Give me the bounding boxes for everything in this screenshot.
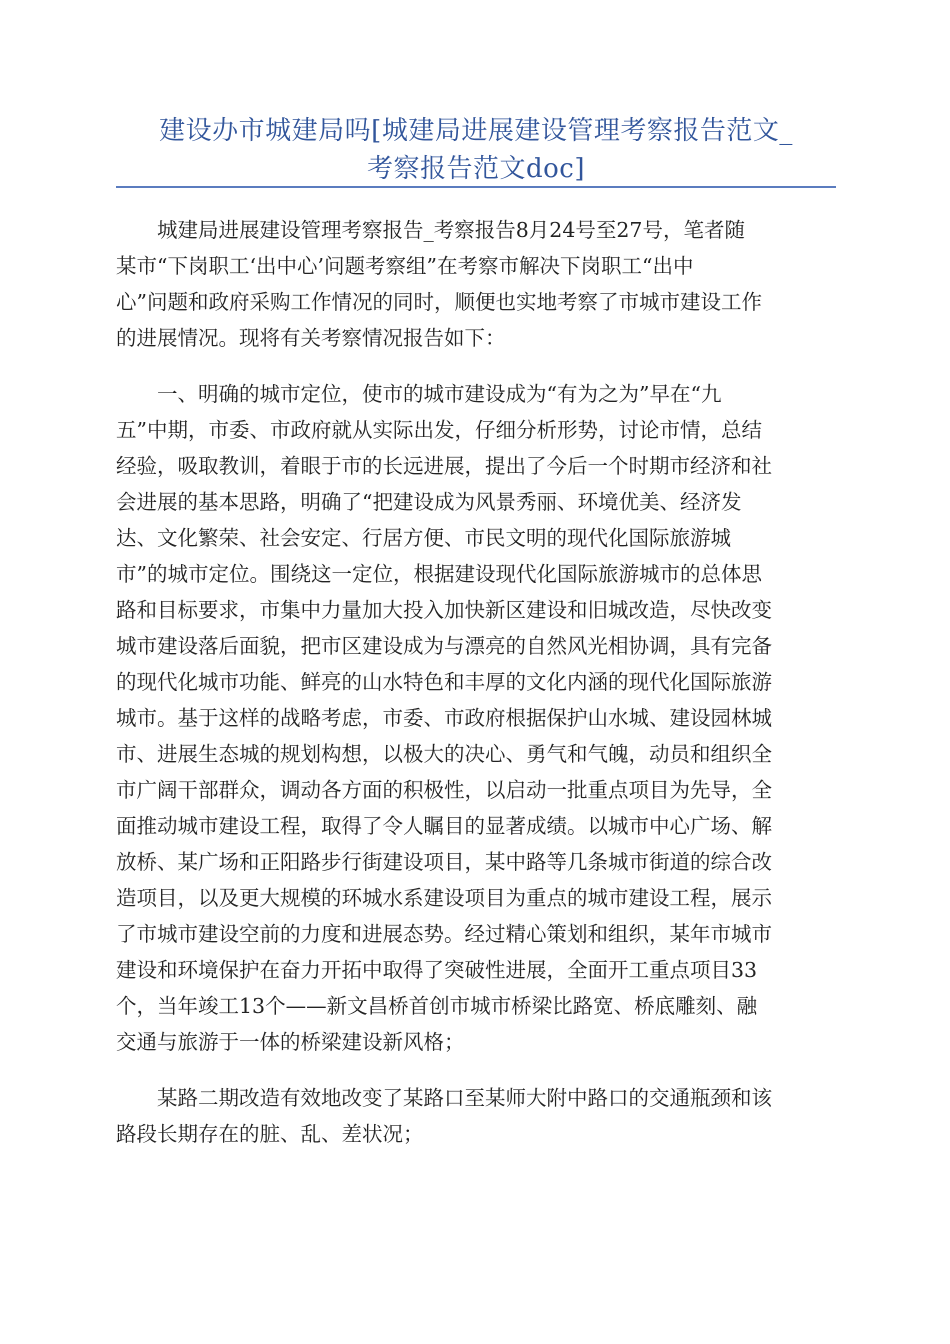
- paragraph-line: 某路二期改造有效地改变了某路口至某师大附中路口的交通瓶颈和该: [157, 1086, 772, 1110]
- document-body: [116, 212, 836, 1172]
- title-underline-divider: [116, 186, 836, 188]
- body-paragraph: [116, 1080, 836, 1152]
- paragraph-line: 城建局进展建设管理考察报告_考察报告8月24号至27号，笔者随: [157, 218, 745, 242]
- paragraph-line: 城市。基于这样的战略考虑，市委、市政府根据保护山水城、建设园林城: [116, 706, 772, 730]
- body-paragraph: [116, 376, 836, 1060]
- paragraph-line: 城市建设落后面貌，把市区建设成为与漂亮的自然风光相协调，具有完备: [116, 634, 772, 658]
- title-line: 建设办市城建局吗[城建局进展建设管理考察报告范文_: [159, 116, 793, 146]
- paragraph-line: 达、文化繁荣、社会安定、行居方便、市民文明的现代化国际旅游城: [116, 526, 731, 550]
- paragraph-line: 路和目标要求，市集中力量加大投入加快新区建设和旧城改造，尽快改变: [116, 598, 772, 622]
- document-title: [116, 112, 836, 188]
- title-line: 考察报告范文doc]: [366, 154, 585, 184]
- body-paragraph: [116, 212, 836, 356]
- paragraph-line: 建设和环境保护在奋力开拓中取得了突破性进展，全面开工重点项目33: [116, 958, 758, 982]
- paragraph-line: 路段长期存在的脏、乱、差状况；: [116, 1122, 424, 1146]
- paragraph-line: 经验，吸取教训，着眼于市的长远进展，提出了今后一个时期市经济和社: [116, 454, 772, 478]
- paragraph-line: 一、明确的城市定位，使市的城市建设成为“有为之为”早在“九: [157, 382, 722, 406]
- paragraph-line: 面推动城市建设工程，取得了令人瞩目的显著成绩。以城市中心广场、解: [116, 814, 772, 838]
- paragraph-line: 市”的城市定位。围绕这一定位，根据建设现代化国际旅游城市的总体思: [116, 562, 762, 586]
- paragraph-line: 会进展的基本思路，明确了“把建设成为风景秀丽、环境优美、经济发: [116, 490, 742, 514]
- paragraph-line: 五”中期，市委、市政府就从实际出发，仔细分析形势，讨论市情，总结: [116, 418, 762, 442]
- paragraph-line: 的现代化城市功能、鲜亮的山水特色和丰厚的文化内涵的现代化国际旅游: [116, 670, 772, 694]
- paragraph-line: 个，当年竣工13个——新文昌桥首创市城市桥梁比路宽、桥底雕刻、融: [116, 994, 758, 1018]
- paragraph-line: 交通与旅游于一体的桥梁建设新风格；: [116, 1030, 465, 1054]
- paragraph-line: 市、进展生态城的规划构想，以极大的决心、勇气和气魄，动员和组织全: [116, 742, 772, 766]
- paragraph-line: 了市城市建设空前的力度和进展态势。经过精心策划和组织，某年市城市: [116, 922, 772, 946]
- paragraph-line: 放桥、某广场和正阳路步行街建设项目，某中路等几条城市街道的综合改: [116, 850, 772, 874]
- paragraph-line: 某市“下岗职工‘出中心’问题考察组”在考察市解决下岗职工“出中: [116, 254, 694, 278]
- paragraph-line: 市广阔干部群众，调动各方面的积极性，以启动一批重点项目为先导，全: [116, 778, 772, 802]
- paragraph-line: 心”问题和政府采购工作情况的同时，顺便也实地考察了市城市建设工作: [116, 290, 762, 314]
- paragraph-line: 造项目，以及更大规模的环城水系建设项目为重点的城市建设工程，展示: [116, 886, 772, 910]
- paragraph-line: 的进展情况。现将有关考察情况报告如下：: [116, 326, 506, 350]
